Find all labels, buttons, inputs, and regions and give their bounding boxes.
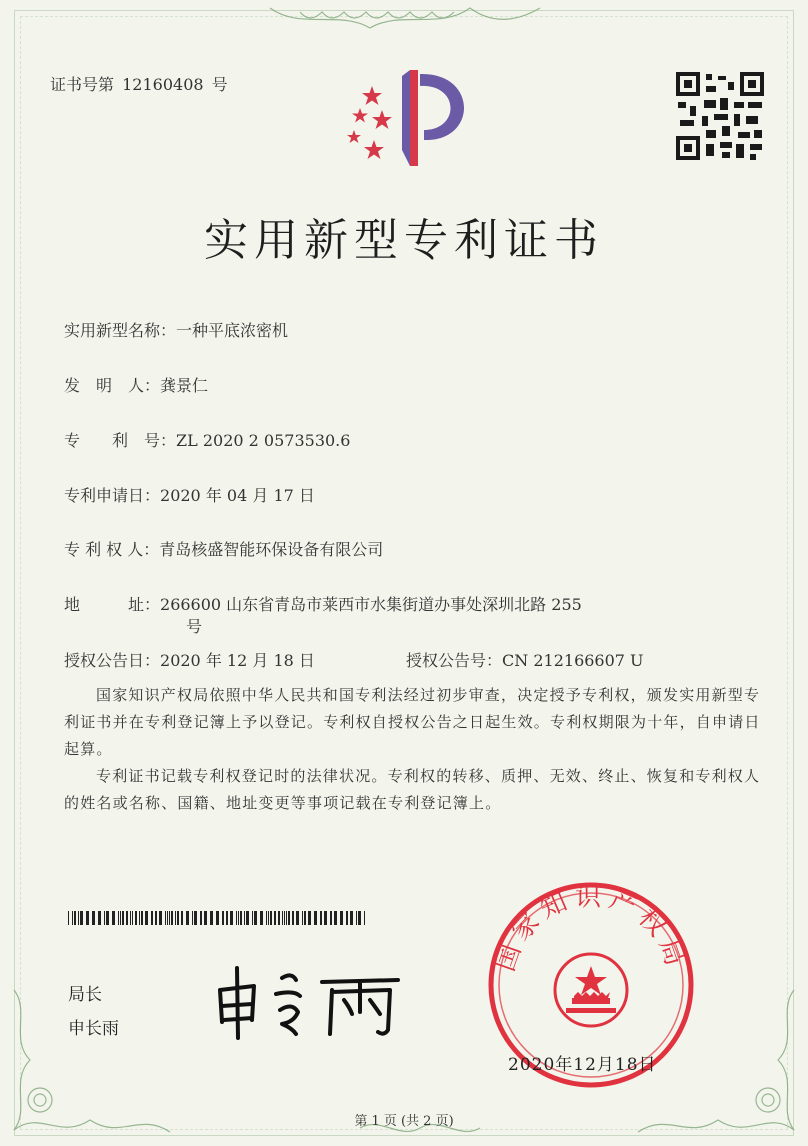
seal-text: 国家知识产权局 xyxy=(490,882,692,976)
statement-paragraph: 国家知识产权局依照中华人民共和国专利法经过初步审查，决定授予专利权，颁发实用新型专利证书并在专利登记簿上予以登记。专利权自授权公告之日起生效。专利权期限为十年，自申请日起算。 xyxy=(64,686,761,758)
field-grant-date xyxy=(64,648,315,671)
field-value: 青岛核盛智能环保设备有限公司 xyxy=(159,540,384,559)
field-value: 一种平底浓密机 xyxy=(176,321,289,340)
barcode-icon xyxy=(68,911,368,925)
field-value: CN 212166607 U xyxy=(502,651,644,670)
certificate-number-suffix: 号 xyxy=(211,75,228,94)
field-value: 2020 年 04 月 17 日 xyxy=(160,486,315,505)
field-filing-date xyxy=(64,483,315,506)
field-value: 2020 年 12 月 18 日 xyxy=(160,651,315,670)
field-patentee xyxy=(64,537,383,560)
field-value: 266600 山东省青岛市莱西市水集街道办事处深圳北路 255 xyxy=(160,595,582,614)
field-patent-number xyxy=(64,428,350,451)
page-indicator: 第 1 页 (共 2 页) xyxy=(354,1114,454,1129)
signatory-title: 局长 xyxy=(68,985,102,1005)
seal-date: 2020年12月18日 xyxy=(508,1055,657,1075)
handwritten-signature-icon xyxy=(210,960,410,1040)
svg-text:国家知识产权局 xyxy=(490,883,691,976)
field-label: 专 利 号： xyxy=(64,431,177,450)
qr-code-icon xyxy=(676,72,764,160)
field-address-line2 xyxy=(186,614,202,637)
cnipa-logo-icon xyxy=(338,64,478,174)
certificate-title: 实用新型专利证书 xyxy=(204,215,604,266)
signatory-name: 申长雨 xyxy=(68,1019,119,1039)
field-label: 发 明 人： xyxy=(64,376,161,395)
field-label: 专 利 权 人： xyxy=(64,540,160,559)
field-label: 授权公告日： xyxy=(64,651,161,670)
field-utility-model-name xyxy=(64,318,288,341)
legal-status-paragraph: 专利证书记载专利权登记时的法律状况。专利权的转移、质押、无效、终止、恢复和专利权人的姓名或名称、国籍、地址变更等事项记载在专利登记簿上。 xyxy=(64,767,761,812)
certificate-number-label: 证书号第 xyxy=(50,75,115,94)
field-address xyxy=(64,592,582,615)
field-value: 龚景仁 xyxy=(160,376,209,395)
field-inventor xyxy=(64,373,208,396)
certificate-number xyxy=(50,72,228,95)
field-label: 专利申请日： xyxy=(64,486,161,505)
field-value: 号 xyxy=(186,617,203,636)
field-label: 地 址： xyxy=(64,595,161,614)
field-value: ZL 2020 2 0573530.6 xyxy=(176,431,351,450)
field-label: 授权公告号： xyxy=(406,651,503,670)
field-grant-number xyxy=(406,648,644,671)
certificate-number-value: 12160408 xyxy=(122,75,204,94)
field-label: 实用新型名称： xyxy=(64,321,177,340)
